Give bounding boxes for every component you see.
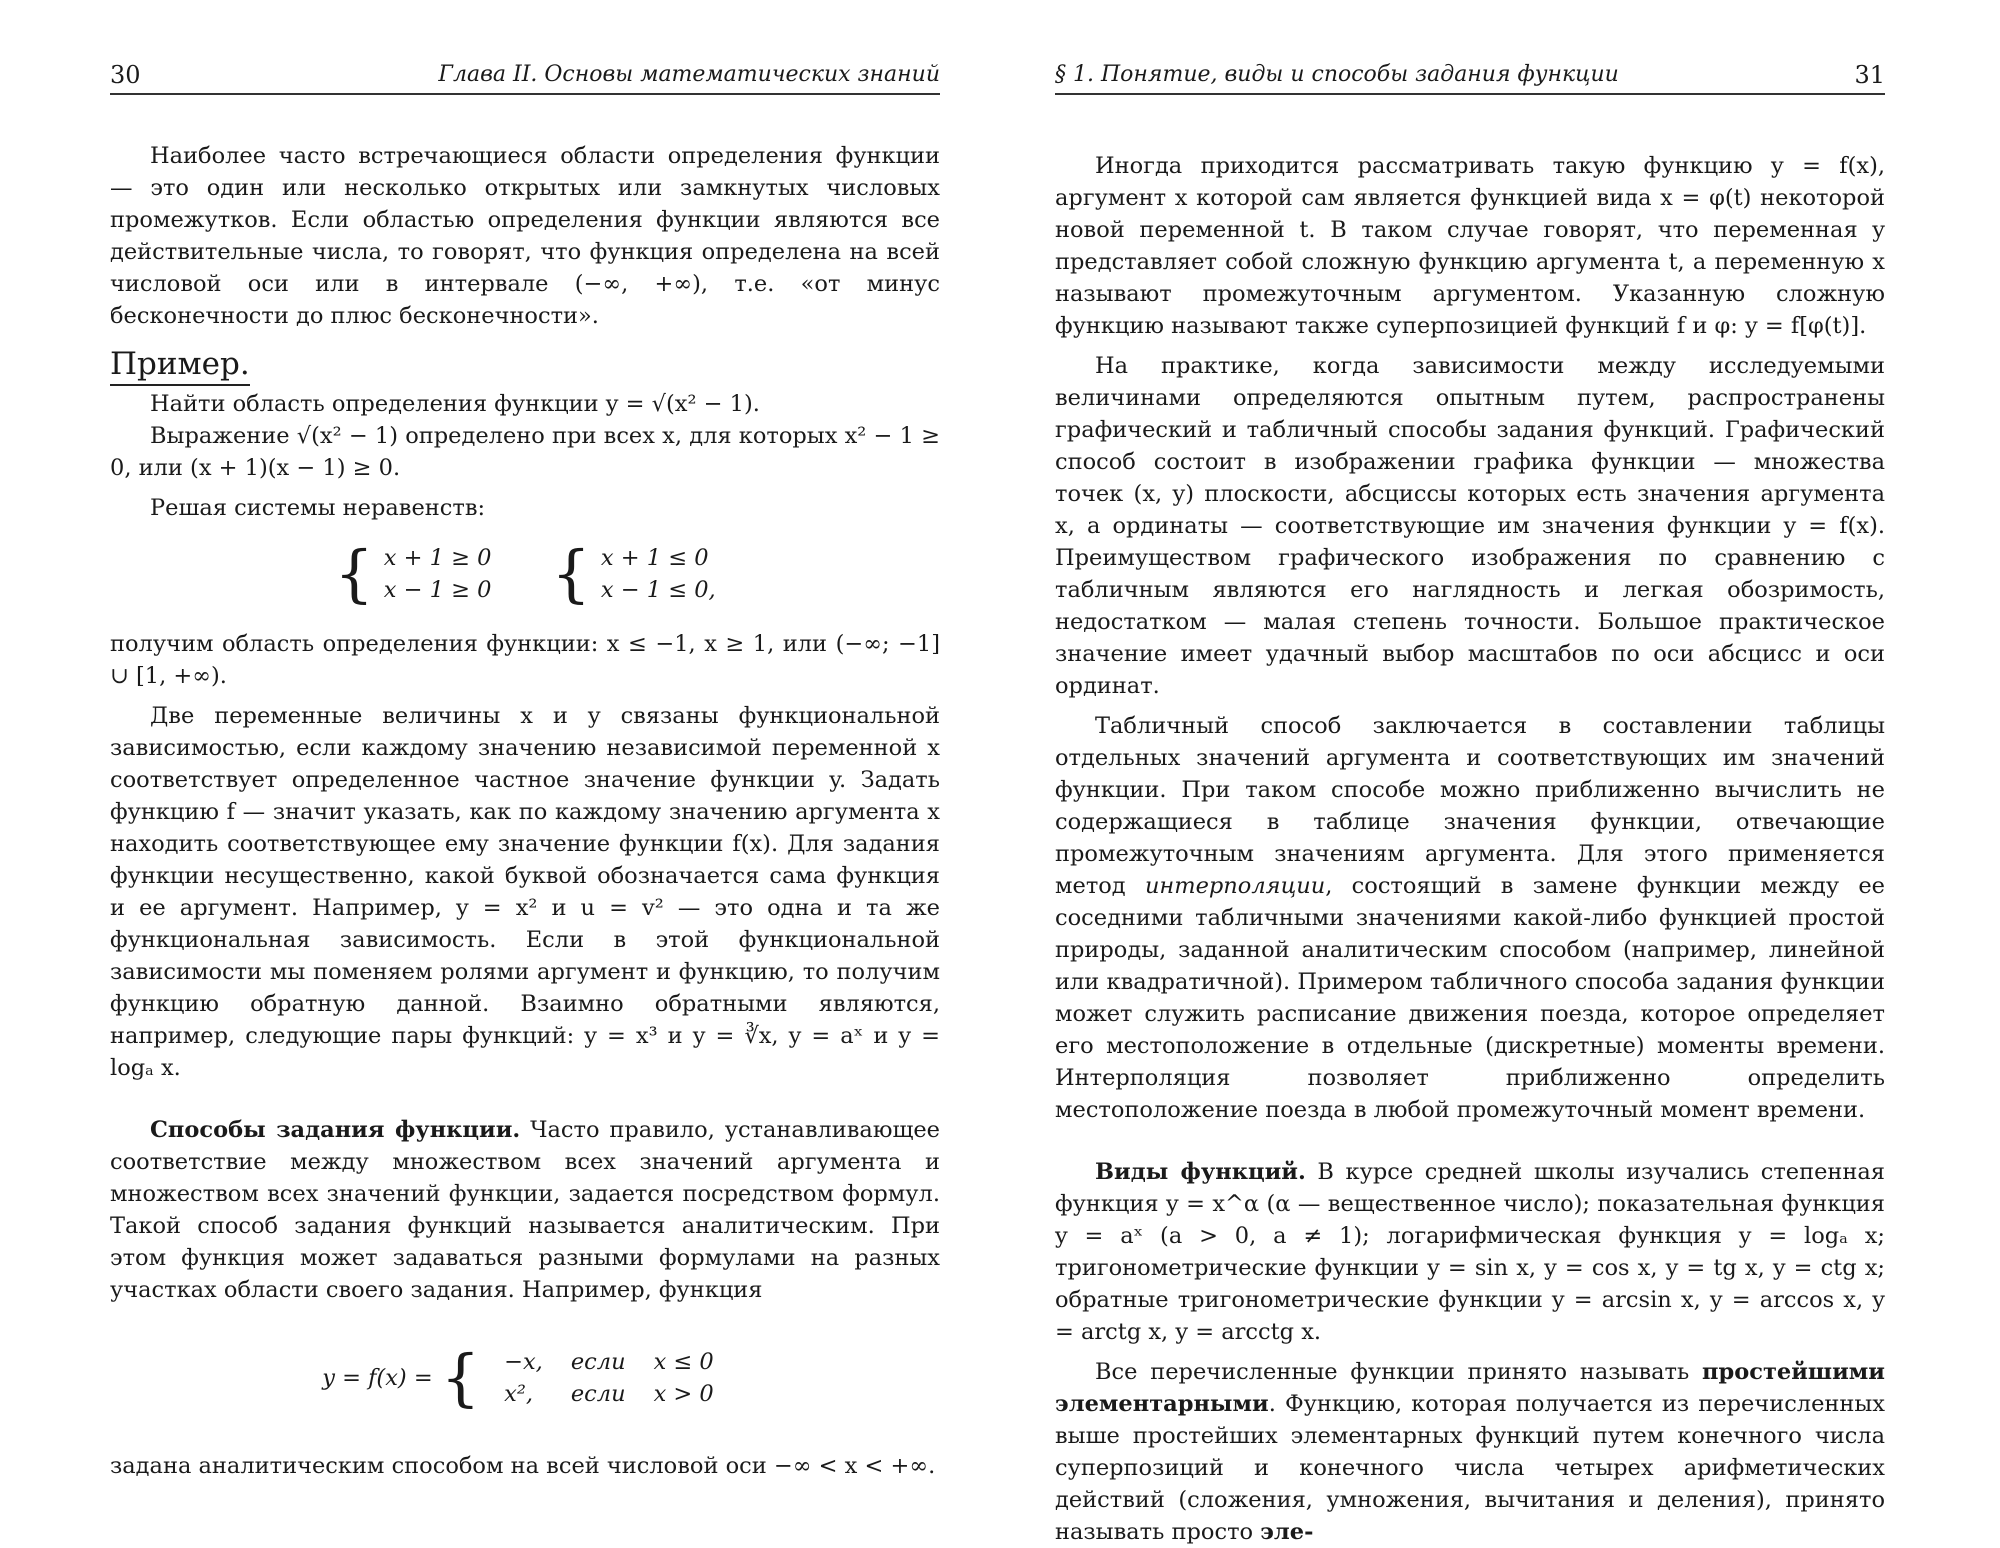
bold-term: простейшими элементарными xyxy=(1055,1359,1885,1417)
system-line: x + 1 ≤ 0 xyxy=(600,545,709,571)
paragraph-functional-dependence: Две переменные величины x и y связаны функциональной зависимостью, если каждому значению независимой переменной x соответствует определенное частное значение функции y. Задать функцию f — значит указать, как по каждому значению аргумента x находить соответствующее ему значение функции f(x). Для задания функции несущественно, какой буквой обозначается сама функция и ее аргумент. Например, y = x² и u = v² — это одна и та же функциональная зависимость. Если в этой функциональной зависимости мы поменяем ролями аргумент и функцию, то получим функцию обратную данной. Взаимно обратными являются, например, следующие пары функций: y = x³ и y = ∛x, y = aˣ и y = logₐ x. xyxy=(110,703,940,1081)
left-brace-icon: { xyxy=(334,537,374,610)
right-page xyxy=(1000,0,2000,1545)
piecewise-formula xyxy=(110,1341,940,1414)
example-expression: Выражение √(x² − 1) определено при всех x, для которых x² − 1 ≥ 0, или (x + 1)(x − 1) ≥ 0. xyxy=(110,423,940,481)
page-number: 30 xyxy=(110,61,141,89)
paragraph-function-types: Виды функций. В курсе средней школы изучались степенная функция y = x^α (α — вещественное число); показательная функция y = aˣ (a > 0, a ≠ 1); логарифмическая функция y = logₐ x; тригонометрические функции y = sin x, y = cos x, y = tg x, y = ctg x; обратные тригонометрические функции y = arcsin x, y = arccos x, y = arctg x, y = arcctg x. xyxy=(1055,1159,1885,1345)
case-word: если xyxy=(570,1381,626,1407)
right-running-header xyxy=(1055,55,1885,95)
paragraph-graphical-method: На практике, когда зависимости между исследуемыми величинами определяются опытным путем, распространены графический и табличный способы задания функций. Графический способ состоит в изображении графика функции — множества точек (x, y) плоскости, абсциссы которых есть значения аргумента x, а ординаты — соответствующие им значения функции y = f(x). Преимуществом графического изображения по сравнению с табличным являются его наглядность и легкая обозримость, недостатком — малая степень точности. Большое практическое значение имеет удачный выбор масштабов по оси абсцисс и оси ординат. xyxy=(1055,353,1885,699)
piecewise-cases xyxy=(490,1346,728,1410)
right-page-body xyxy=(1055,150,1885,1548)
case-condition: x > 0 xyxy=(653,1381,714,1407)
bold-term: эле- xyxy=(1260,1519,1314,1545)
paragraph-tabular-method: Табличный способ заключается в составлении таблицы отдельных значений аргумента и соответствующих им значений функции. При таком способе можно приближенно вычислить не содержащиеся в таблице значения функции, отвечающие промежуточным значениям аргумента. Для этого применяется метод интерполяции, состоящий в замене функции между ее соседними табличными значениями какой-либо функцией простой природы, заданной аналитическим способом (например, линейной или квадратичной). Примером табличного способа задания функции может служить расписание движения поезда, которое определяет его местоположение в отдельные (дискретные) моменты времени. Интерполяция позволяет приближенно определить местоположение поезда в любой промежуточный момент времени. xyxy=(1055,713,1885,1123)
bold-term: Виды функций. xyxy=(1095,1159,1306,1185)
italic-term: интерполяции xyxy=(1144,873,1326,899)
example-heading: Пример. xyxy=(110,344,940,384)
left-brace-icon: { xyxy=(440,1341,481,1414)
chapter-title: Глава II. Основы математических знаний xyxy=(438,62,940,87)
system-line: x − 1 ≥ 0 xyxy=(383,577,492,603)
paragraph-composite-function: Иногда приходится рассматривать такую функцию y = f(x), аргумент x которой сам является функцией вида x = φ(t) некоторой новой переменной t. В таком случае говорят, что переменная y представляет собой сложную функцию аргумента t, а переменную x называют промежуточным аргументом. Указанную сложную функцию называют также суперпозицией функций f и φ: y = f[φ(t)]. xyxy=(1055,153,1885,339)
header-rule xyxy=(110,93,940,95)
page-number: 31 xyxy=(1854,61,1885,89)
system-line: x + 1 ≥ 0 xyxy=(383,545,492,571)
inequality-system-2 xyxy=(551,537,716,610)
left-page-body xyxy=(110,140,940,1482)
case-expression: −x, xyxy=(504,1349,543,1375)
inequality-system-1 xyxy=(334,537,492,610)
paragraph-ways-to-define: Способы задания функции. Часто правило, устанавливающее соответствие между множеством всех значений аргумента и множеством всех значений функции, задается посредством формул. Такой способ задания функций называется аналитическим. При этом функция может задаваться разными формулами на разных участках области своего задания. Например, функция xyxy=(110,1117,940,1303)
bold-term: Способы задания функции. xyxy=(150,1117,521,1143)
paragraph-elementary-functions: Все перечисленные функции принято называть простейшими элементарными. Функцию, которая получается из перечисленных выше простейших элементарных функций путем конечного числа суперпозиций и конечного числа четырех арифметических действий (сложения, умножения, вычитания и деления), принято называть просто эле- xyxy=(1055,1359,1885,1545)
case-expression: x², xyxy=(504,1381,534,1407)
system-line: x − 1 ≤ 0, xyxy=(600,577,716,603)
section-title: § 1. Понятие, виды и способы задания функции xyxy=(1055,62,1619,87)
case-word: если xyxy=(570,1349,626,1375)
paragraph-analytic-conclusion: задана аналитическим способом на всей числовой оси −∞ < x < +∞. xyxy=(110,1453,936,1479)
left-page xyxy=(0,0,1000,1489)
header-rule xyxy=(1055,93,1885,95)
piecewise-lhs: y = f(x) = xyxy=(322,1365,433,1391)
paragraph-domain-intervals: Наиболее часто встречающиеся области определения функции — это один или несколько открытых или замкнутых числовых промежутков. Если областью определения функции являются все действительные числа, то говорят, что функция определена на всей числовой оси или в интервале (−∞, +∞), т.е. «от минус бесконечности до плюс бесконечности». xyxy=(110,143,940,329)
inequality-systems xyxy=(110,537,940,610)
left-brace-icon: { xyxy=(551,537,591,610)
example-solving: Решая системы неравенств: xyxy=(150,495,486,521)
example-result: получим область определения функции: x ≤ −1, x ≥ 1, или (−∞; −1] ∪ [1, +∞). xyxy=(110,631,940,689)
case-condition: x ≤ 0 xyxy=(653,1349,714,1375)
left-running-header xyxy=(110,55,940,95)
example-task: Найти область определения функции y = √(x² − 1). xyxy=(150,391,760,417)
